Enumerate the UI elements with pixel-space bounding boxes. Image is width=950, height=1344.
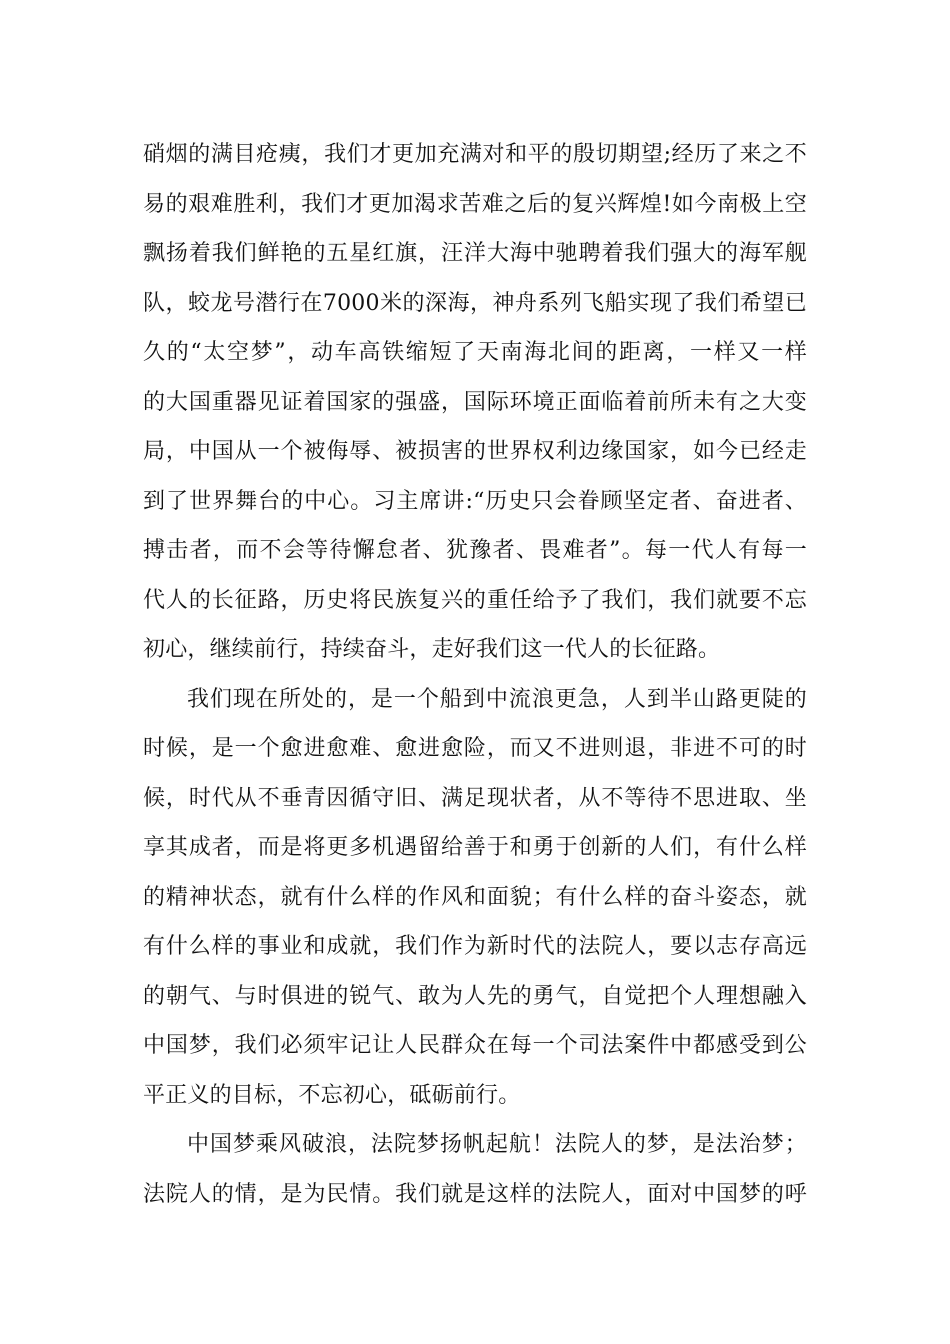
body-text (143, 130, 807, 1219)
text-line: 中国梦，我们必须牢记让人民群众在每一个司法案件中都感受到公 (143, 1033, 807, 1058)
paragraph-3 (143, 1120, 807, 1219)
text-line: 初心，继续前行，持续奋斗，走好我们这一代人的长征路。 (143, 637, 721, 662)
text-line: 的大国重器见证着国家的强盛，国际环境正面临着前所未有之大变 (143, 389, 807, 415)
text-line: 候，时代从不垂青因循守旧、满足现状者，从不等待不思进取、坐 (143, 785, 807, 811)
text-line: 时候，是一个愈进愈难、愈进愈险，而又不进则退，非进不可的时 (143, 736, 807, 761)
paragraph-1 (143, 130, 807, 675)
text-line: 硝烟的满目疮痍，我们才更加充满对和平的殷切期望;经历了来之不 (143, 142, 807, 167)
paragraph-2 (143, 675, 807, 1121)
text-line: 享其成者，而是将更多机遇留给善于和勇于创新的人们，有什么样 (143, 835, 807, 860)
text-line: 久的“太空梦”，动车高铁缩短了天南海北间的距离，一样又一样 (143, 340, 807, 365)
text-line: 平正义的目标，不忘初心，砥砺前行。 (143, 1082, 521, 1108)
text-line: 代人的长征路，历史将民族复兴的重任给予了我们，我们就要不忘 (143, 587, 807, 613)
text-line: 我们现在所处的，是一个船到中流浪更急，人到半山路更陡的 (187, 686, 807, 712)
text-line: 队，蛟龙号潜行在7000米的深海，神舟系列飞船实现了我们希望已 (143, 290, 807, 316)
text-line: 到了世界舞台的中心。习主席讲:“历史只会眷顾坚定者、奋进者、 (143, 488, 807, 514)
text-line: 中国梦乘风破浪，法院梦扬帆起航！法院人的梦，是法治梦； (187, 1132, 807, 1157)
text-line: 易的艰难胜利，我们才更加渴求苦难之后的复兴辉煌!如今南极上空 (143, 191, 807, 217)
text-line: 的精神状态，就有什么样的作风和面貌；有什么样的奋斗姿态，就 (143, 884, 807, 910)
text-line: 的朝气、与时俱进的锐气、敢为人先的勇气，自觉把个人理想融入 (143, 983, 807, 1009)
text-line: 搏击者，而不会等待懈怠者、犹豫者、畏难者”。每一代人有每一 (143, 538, 807, 563)
text-line: 法院人的情，是为民情。我们就是这样的法院人，面对中国梦的呼 (143, 1181, 807, 1207)
text-line: 有什么样的事业和成就，我们作为新时代的法院人，要以志存高远 (143, 934, 807, 959)
text-line: 局，中国从一个被侮辱、被损害的世界权利边缘国家，如今已经走 (143, 439, 807, 464)
text-line: 飘扬着我们鲜艳的五星红旗，汪洋大海中驰聘着我们强大的海军舰 (143, 241, 807, 266)
